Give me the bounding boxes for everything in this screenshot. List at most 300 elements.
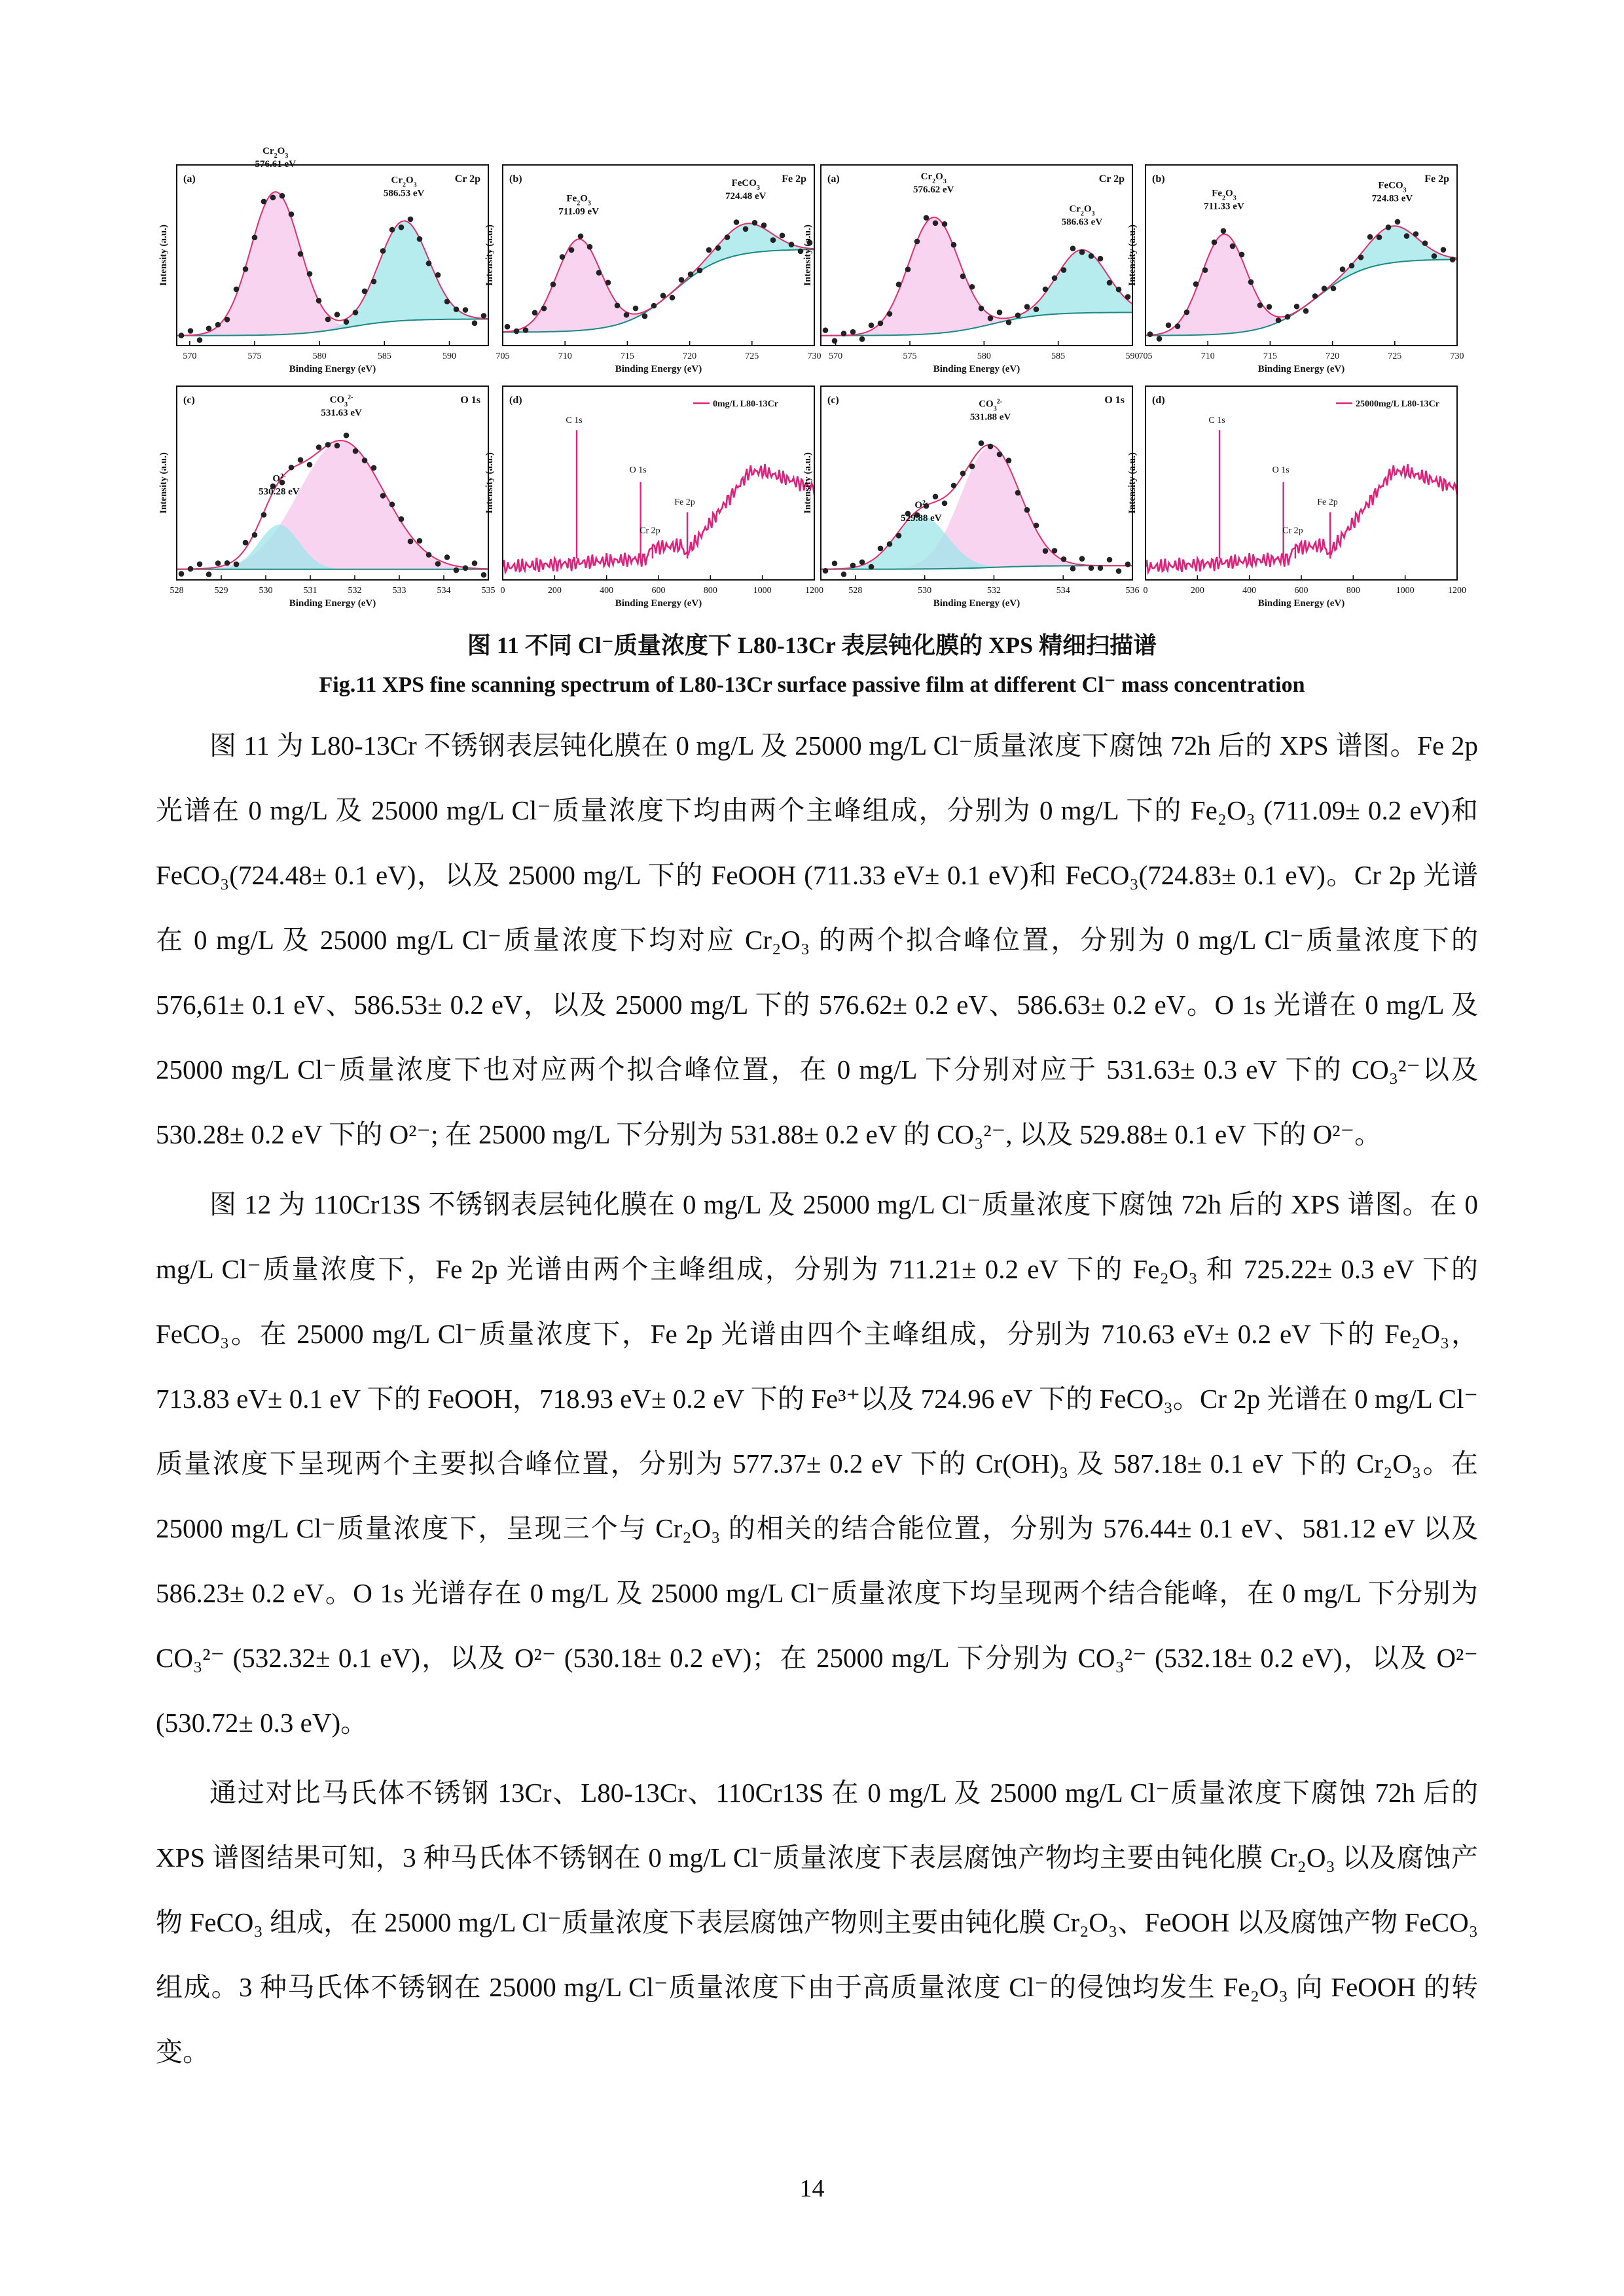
x-tick-label: 575 <box>247 351 262 361</box>
data-point <box>679 277 685 283</box>
data-point <box>633 306 639 312</box>
data-point <box>832 560 838 566</box>
x-axis-label: Binding Energy (eV) <box>289 364 376 374</box>
peak-species-label: $Cr_2O_3$ <box>920 171 947 185</box>
data-point <box>1303 308 1309 314</box>
data-point <box>1349 263 1355 269</box>
x-tick-label: 529 <box>214 586 228 596</box>
data-point <box>389 501 395 507</box>
peak-species-label: FeCO$_3$ <box>1378 180 1407 194</box>
data-point <box>1098 256 1104 262</box>
data-point <box>280 193 285 199</box>
data-point <box>1322 286 1327 292</box>
data-point <box>1441 247 1447 253</box>
x-tick-label: 580 <box>312 351 327 361</box>
data-point <box>1193 281 1199 287</box>
x-tick-label: 730 <box>1450 351 1464 361</box>
x-tick-label: 400 <box>1242 586 1257 596</box>
data-point <box>1061 556 1067 562</box>
data-point <box>578 234 584 240</box>
data-point <box>896 281 902 287</box>
y-axis-label: Intensity (a.u.) <box>158 224 169 286</box>
data-point <box>481 572 487 578</box>
x-tick-label: 533 <box>392 586 406 596</box>
x-tick-label: 590 <box>1125 351 1140 361</box>
survey-peak-label: O 1s <box>1272 465 1290 476</box>
x-tick-label: 715 <box>620 351 634 361</box>
data-point <box>1312 293 1318 299</box>
peak-species-label: $Fe_2O_3$ <box>566 193 591 207</box>
x-tick-label: 705 <box>496 351 510 361</box>
xps-panel-4 <box>1127 165 1464 374</box>
data-point <box>289 211 295 217</box>
data-point <box>924 215 929 221</box>
peak-energy-label: 724.83 eV <box>1371 193 1413 204</box>
x-axis-label: Binding Energy (eV) <box>1257 598 1345 609</box>
survey-peak-label: Cr 2p <box>1282 526 1303 536</box>
y-axis-label: Intensity (a.u.) <box>803 452 813 514</box>
x-tick-label: 0 <box>500 586 505 596</box>
data-point <box>197 337 203 343</box>
peak-energy-label: 586.53 eV <box>383 188 425 199</box>
panel-letter: (a) <box>183 173 196 185</box>
data-point <box>399 224 405 230</box>
data-point <box>1024 507 1030 513</box>
data-point <box>234 562 240 567</box>
data-point <box>1125 294 1131 300</box>
data-point <box>688 272 694 278</box>
x-tick-label: 580 <box>977 351 991 361</box>
data-point <box>243 266 249 272</box>
data-point <box>252 235 258 241</box>
figure-caption-chinese: 图 11 不同 Cl⁻质量浓度下 L80-13Cr 表层钝化膜的 XPS 精细扫描谱 <box>467 632 1157 658</box>
data-point <box>1257 302 1263 308</box>
peak-energy-label: 531.63 eV <box>321 408 362 419</box>
data-point <box>1294 304 1300 310</box>
data-point <box>252 532 258 538</box>
x-tick-label: 720 <box>1326 351 1340 361</box>
paragraph-2: 图 12 为 110Cr13S 不锈钢表层钝化膜在 0 mg/L 及 25000 mg/L Cl⁻质量浓度下腐蚀 72h 后的 XPS 谱图。在 0 mg/L Cl⁻质量浓度下，Fe 2p 光谱由两个主峰组成，分别为 711.21± 0.2 eV 下的 Fe₂O₃ 和 725.22± 0.3 eV 下的 FeCO₃。在 25000 mg/L Cl⁻质量浓度下，Fe 2p 光谱由四个主峰组成，分别为 710.63 eV± 0.2 eV 下的 Fe₂O₃，713.83 eV± 0.1 eV 下的 FeOOH，718.93 eV± 0.2 eV 下的 Fe³⁺以及 724.96 eV 下的 FeCO₃。Cr 2p 光谱在 0 mg/L Cl⁻质量浓度下呈现两个主要拟合峰位置，分别为 577.37± 0.2 eV 下的 Cr(OH)₃ 及 587.18± 0.1 eV 下的 Cr₂O₃。在 25000 mg/L Cl⁻质量浓度下，呈现三个与 Cr₂O₃ 的相关的结合能位置，分别为 576.44± 0.1 eV、581.12 eV 以及 586.23± 0.2 eV。O 1s 光谱存在 0 mg/L 及 25000 mg/L Cl⁻质量浓度下均呈现两个结合能峰，在 0 mg/L 下分别为 CO₃²⁻ (532.32± 0.1 eV)，以及 O²⁻ (530.18± 0.2 eV)；在 25000 mg/L 下分别为 CO₃²⁻ (532.18± 0.2 eV)，以及 O²⁻ (530.72± 0.3 eV)。 <box>156 1189 1478 1738</box>
x-tick-label: 725 <box>745 351 759 361</box>
data-point <box>532 310 538 316</box>
x-tick-label: 570 <box>183 351 197 361</box>
data-point <box>399 516 405 522</box>
data-point <box>1276 317 1282 323</box>
peak-species-label: $CO_3^{2-}$ <box>329 393 353 408</box>
x-tick-label: 570 <box>829 351 843 361</box>
peak-species-label: $O^{2-}$ <box>914 499 928 511</box>
data-point <box>353 448 359 454</box>
data-point <box>859 560 865 565</box>
data-point <box>933 494 939 500</box>
panel-element-label: O 1s <box>460 395 480 406</box>
data-point <box>1034 523 1039 529</box>
data-point <box>371 465 377 471</box>
y-axis-label: Intensity (a.u.) <box>803 224 813 286</box>
data-point <box>316 444 322 450</box>
data-point <box>463 307 469 313</box>
data-point <box>1413 231 1419 237</box>
data-point <box>1024 304 1030 310</box>
peak-energy-label: 711.33 eV <box>1204 201 1244 212</box>
data-point <box>1116 568 1122 574</box>
survey-peak-label: Fe 2p <box>674 497 695 508</box>
xps-panel-1 <box>158 146 488 374</box>
data-point <box>887 311 893 317</box>
data-point <box>988 315 994 321</box>
fit-peak-area-0 <box>821 446 1132 569</box>
body-text <box>156 713 1478 2085</box>
data-point <box>1422 240 1428 246</box>
data-point <box>761 223 767 228</box>
data-point <box>454 306 460 312</box>
data-point <box>706 247 712 253</box>
data-point <box>444 554 450 560</box>
x-tick-label: 730 <box>807 351 821 361</box>
data-point <box>215 560 221 566</box>
data-point <box>780 233 785 239</box>
legend-label: 25000mg/L L80-13Cr <box>1356 399 1439 409</box>
data-point <box>1052 276 1058 281</box>
x-tick-label: 535 <box>481 586 496 596</box>
x-axis-label: Binding Energy (eV) <box>1257 364 1345 374</box>
y-axis-label: Intensity (a.u.) <box>158 452 169 514</box>
data-point <box>541 306 547 312</box>
panel-letter: (a) <box>827 173 840 185</box>
peak-energy-label: 530.28 eV <box>259 486 300 497</box>
data-point <box>1070 566 1076 572</box>
data-point <box>1175 323 1181 329</box>
fit-peak-area-0 <box>177 441 488 569</box>
data-point <box>316 298 322 304</box>
xps-panel-3 <box>803 165 1140 374</box>
panel-element-label: Cr 2p <box>1098 173 1125 185</box>
data-point <box>334 312 340 317</box>
data-point <box>823 327 829 333</box>
data-point <box>660 293 666 298</box>
data-point <box>560 254 566 260</box>
x-tick-label: 800 <box>703 586 717 596</box>
data-point <box>969 284 975 290</box>
data-point <box>725 234 731 240</box>
x-tick-label: 530 <box>259 586 273 596</box>
x-axis-label: Binding Energy (eV) <box>615 598 702 609</box>
data-point <box>1089 253 1094 259</box>
x-tick-label: 800 <box>1346 586 1360 596</box>
data-point <box>454 567 460 573</box>
x-tick-label: 200 <box>1190 586 1204 596</box>
panel-letter: (c) <box>183 395 195 406</box>
x-tick-label: 0 <box>1143 586 1148 596</box>
data-point <box>1221 228 1227 234</box>
peak-energy-label: 711.09 eV <box>558 206 599 217</box>
survey-peak-label: Fe 2p <box>1317 497 1338 508</box>
data-point <box>1107 557 1113 563</box>
data-point <box>215 322 221 328</box>
x-tick-label: 720 <box>683 351 697 361</box>
data-point <box>179 332 185 338</box>
data-point <box>770 237 776 243</box>
data-point <box>1089 565 1094 571</box>
x-axis-label: Binding Energy (eV) <box>933 598 1020 609</box>
xps-panel-7 <box>803 386 1140 609</box>
x-axis-label: Binding Energy (eV) <box>289 598 376 609</box>
data-point <box>426 260 432 266</box>
data-point <box>362 289 368 295</box>
data-point <box>243 540 249 546</box>
x-tick-label: 1000 <box>1396 586 1415 596</box>
x-tick-label: 725 <box>1388 351 1402 361</box>
data-point <box>670 295 676 301</box>
data-point <box>307 462 313 468</box>
x-tick-label: 530 <box>918 586 932 596</box>
x-tick-label: 600 <box>651 586 666 596</box>
x-tick-label: 1000 <box>753 586 772 596</box>
data-point <box>951 242 957 248</box>
x-tick-label: 534 <box>437 586 451 596</box>
data-point <box>587 244 593 250</box>
peak-energy-label: 529.88 eV <box>901 513 942 524</box>
paragraph-1: 图 11 为 L80-13Cr 不锈钢表层钝化膜在 0 mg/L 及 25000 mg/L Cl⁻质量浓度下腐蚀 72h 后的 XPS 谱图。Fe 2p 光谱在 0 mg/L 及 25000 mg/L Cl⁻质量浓度下均由两个主峰组成，分别为 0 mg/L 下的 Fe₂O₃ (711.09± 0.2 eV)和 FeCO₃(724.48± 0.1 eV)，以及 25000 mg/L 下的 FeOOH (711.33 eV± 0.1 eV)和 FeCO₃(724.83± 0.1 eV)。Cr 2p 光谱在 0 mg/L 及 25000 mg/L Cl⁻质量浓度下均对应 Cr₂O₃ 的两个拟合峰位置，分别为 0 mg/L Cl⁻质量浓度下的 576,61± 0.1 eV、586.53± 0.2 eV，以及 25000 mg/L 下的 576.62± 0.2 eV、586.63± 0.2 eV。O 1s 光谱在 0 mg/L 及 25000 mg/L Cl⁻质量浓度下也对应两个拟合峰位置，在 0 mg/L 下分别对应于 531.63± 0.3 eV 下的 CO₃²⁻以及 530.28± 0.2 eV 下的 O²⁻; 在 25000 mg/L 下分别为 531.88± 0.2 eV 的 CO₃²⁻, 以及 529.88± 0.1 eV 下的 O²⁻。 <box>156 730 1478 1149</box>
data-point <box>789 242 795 247</box>
data-point <box>417 236 423 242</box>
data-point <box>408 539 414 545</box>
data-point <box>197 562 203 567</box>
data-point <box>960 274 966 279</box>
x-tick-label: 536 <box>1125 586 1140 596</box>
data-point <box>997 310 1003 315</box>
legend-label: 0mg/L L80-13Cr <box>713 399 778 409</box>
x-tick-label: 1200 <box>1448 586 1466 596</box>
survey-peak-label: C 1s <box>1208 415 1225 425</box>
data-point <box>651 303 657 309</box>
panel-letter: (b) <box>509 173 522 185</box>
x-tick-label: 528 <box>170 586 184 596</box>
data-point <box>1006 319 1012 325</box>
x-tick-label: 534 <box>1056 586 1070 596</box>
data-point <box>1395 219 1401 225</box>
data-point <box>325 442 331 448</box>
data-point <box>752 220 758 226</box>
data-point <box>298 457 304 463</box>
data-point <box>1061 267 1067 273</box>
data-point <box>869 564 875 570</box>
data-point <box>408 217 414 223</box>
data-point <box>1212 240 1218 245</box>
data-point <box>1248 279 1254 285</box>
panel-element-label: O 1s <box>1104 395 1125 406</box>
data-point <box>1230 243 1236 249</box>
data-point <box>850 563 856 569</box>
peak-energy-label: 576.62 eV <box>913 184 954 195</box>
data-point <box>1070 245 1076 251</box>
data-point <box>896 533 902 539</box>
xps-panel-6 <box>481 386 823 609</box>
data-point <box>933 220 939 226</box>
y-axis-label: Intensity (a.u.) <box>484 224 495 286</box>
data-point <box>1367 234 1373 240</box>
x-tick-label: 715 <box>1263 351 1277 361</box>
data-point <box>914 239 920 245</box>
data-point <box>979 440 984 446</box>
peak-energy-label: 586.63 eV <box>1061 217 1103 228</box>
data-point <box>362 457 368 463</box>
data-point <box>1331 285 1337 291</box>
data-point <box>1052 548 1058 554</box>
data-point <box>481 313 487 319</box>
data-point <box>298 251 304 257</box>
data-point <box>1267 304 1272 310</box>
data-point <box>234 287 240 293</box>
data-point <box>743 226 749 232</box>
data-point <box>1404 233 1410 239</box>
data-point <box>1107 280 1113 286</box>
peak-species-label: $Fe_2O_3$ <box>1212 188 1236 202</box>
y-axis-label: Intensity (a.u.) <box>484 452 495 514</box>
data-point <box>188 328 194 334</box>
data-point <box>426 552 432 558</box>
data-point <box>832 338 838 344</box>
x-axis-label: Binding Energy (eV) <box>615 364 702 374</box>
data-point <box>1340 266 1346 272</box>
data-point <box>307 271 313 277</box>
data-point <box>1043 287 1049 293</box>
data-point <box>823 568 829 574</box>
data-point <box>878 321 884 327</box>
data-point <box>463 565 469 571</box>
data-point <box>596 270 602 276</box>
data-point <box>435 272 441 278</box>
data-point <box>1034 306 1039 312</box>
xps-figure <box>0 0 1624 628</box>
data-point <box>371 279 377 285</box>
data-point <box>550 281 556 287</box>
data-point <box>289 465 295 471</box>
peak-species-label: $Cr_2O_3$ <box>262 146 289 160</box>
x-tick-label: 600 <box>1294 586 1308 596</box>
x-tick-label: 575 <box>903 351 917 361</box>
data-point <box>734 219 740 225</box>
panel-letter: (b) <box>1152 173 1165 185</box>
data-point <box>1377 234 1382 240</box>
data-point <box>225 317 230 323</box>
data-point <box>642 314 648 319</box>
y-axis-label: Intensity (a.u.) <box>1127 224 1138 286</box>
xps-panel-8 <box>1127 386 1466 609</box>
data-point <box>1043 548 1049 554</box>
x-tick-label: 710 <box>1200 351 1215 361</box>
data-point <box>605 280 611 286</box>
survey-peak-label: O 1s <box>629 465 647 476</box>
x-tick-label: 528 <box>848 586 863 596</box>
data-point <box>841 571 847 577</box>
data-point <box>1184 310 1190 315</box>
data-point <box>850 329 856 335</box>
peak-species-label: $CO_3^{2-}$ <box>979 398 1003 413</box>
data-point <box>523 327 529 333</box>
x-tick-label: 532 <box>348 586 362 596</box>
data-point <box>389 227 395 233</box>
data-point <box>505 324 511 330</box>
y-axis-label: Intensity (a.u.) <box>1127 452 1138 514</box>
panel-letter: (d) <box>509 395 522 406</box>
x-tick-label: 705 <box>1138 351 1153 361</box>
data-point <box>344 319 350 325</box>
data-point <box>905 266 911 272</box>
data-point <box>472 320 478 326</box>
x-tick-label: 585 <box>377 351 391 361</box>
data-point <box>1166 323 1172 329</box>
data-point <box>859 336 865 342</box>
data-point <box>869 323 875 329</box>
data-point <box>951 483 957 489</box>
peak-energy-label: 576.61 eV <box>255 159 296 170</box>
data-point <box>179 571 185 577</box>
data-point <box>1125 562 1131 567</box>
paragraph-3: 通过对比马氏体不锈钢 13Cr、L80-13Cr、110Cr13S 在 0 mg/L 及 25000 mg/L Cl⁻质量浓度下腐蚀 72h 后的 XPS 谱图结果可知，3 种马氏体不锈钢在 0 mg/L Cl⁻质量浓度下表层腐蚀产物均主要由钝化膜 Cr₂O₃ 以及腐蚀产物 FeCO₃ 组成，在 25000 mg/L Cl⁻质量浓度下表层腐蚀产物则主要由钝化膜 Cr₂O₃、FeOOH 以及腐蚀产物 FeCO₃ 组成。3 种马氏体不锈钢在 25000 mg/L Cl⁻质量浓度下由于高质量浓度 Cl⁻的侵蚀均发生 Fe₂O₃ 向 FeOOH 的转变。 <box>156 1778 1478 2067</box>
data-point <box>715 245 721 251</box>
x-tick-label: 1200 <box>805 586 823 596</box>
data-point <box>206 326 212 332</box>
plot-frame <box>1146 386 1457 580</box>
survey-peak-label: Cr 2p <box>640 526 660 536</box>
peak-species-label: FeCO$_3$ <box>731 177 760 192</box>
panel-element-label: Fe 2p <box>782 173 806 185</box>
peak-energy-label: 531.88 eV <box>969 412 1011 423</box>
data-point <box>1285 314 1291 320</box>
x-tick-label: 590 <box>442 351 456 361</box>
xps-panel-5 <box>158 386 496 609</box>
data-point <box>979 306 984 312</box>
page-number: 14 <box>799 2175 825 2202</box>
data-point <box>1147 331 1153 337</box>
data-point <box>624 312 630 318</box>
panel-letter: (c) <box>827 395 839 406</box>
data-point <box>1079 556 1085 562</box>
data-point <box>1015 312 1021 318</box>
survey-peak-label: C 1s <box>566 415 583 425</box>
data-point <box>1386 224 1392 230</box>
data-point <box>225 560 230 566</box>
data-point <box>569 247 575 253</box>
data-point <box>969 463 975 469</box>
data-point <box>261 199 267 205</box>
data-point <box>697 268 703 274</box>
data-point <box>334 443 340 449</box>
fit-peak-area-0 <box>503 239 814 332</box>
data-point <box>1116 287 1122 293</box>
data-point <box>997 452 1003 457</box>
data-point <box>261 512 267 518</box>
data-point <box>878 546 884 552</box>
figure-caption-english: Fig.11 XPS fine scanning spectrum of L80-13Cr surface passive film at different Cl⁻ mass concentration <box>319 673 1305 697</box>
x-axis-label: Binding Energy (eV) <box>933 364 1020 374</box>
peak-species-label: $Cr_2O_3$ <box>391 175 417 188</box>
xps-panel-2 <box>484 165 821 374</box>
data-point <box>960 471 966 476</box>
survey-spectrum-line <box>1146 464 1457 572</box>
x-tick-label: 200 <box>547 586 562 596</box>
panel-letter: (d) <box>1152 395 1165 406</box>
data-point <box>514 329 520 334</box>
data-point <box>1157 336 1163 342</box>
data-point <box>1079 249 1085 255</box>
data-point <box>417 538 423 544</box>
data-point <box>1239 252 1245 258</box>
data-point <box>1450 257 1456 262</box>
data-point <box>988 444 994 450</box>
data-point <box>1015 490 1021 496</box>
